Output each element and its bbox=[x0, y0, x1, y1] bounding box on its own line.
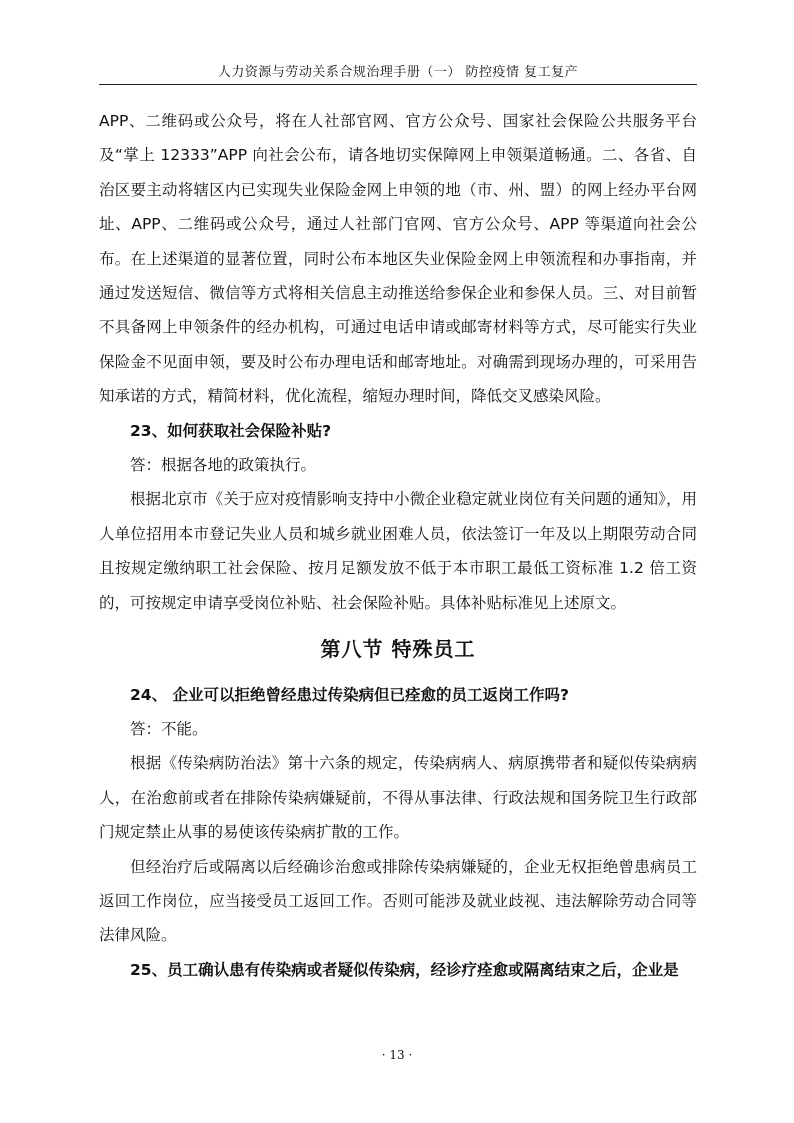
question-heading: 25、员工确认患有传染病或者疑似传染病，经诊疗痊愈或隔离结束之后，企业是 bbox=[130, 960, 679, 979]
question-heading: 23、如何获取社会保险补贴? bbox=[130, 421, 332, 440]
header-divider bbox=[99, 84, 697, 85]
running-header: 人力资源与劳动关系合规治理手册（一） 防控疫情 复工复产 bbox=[217, 65, 579, 80]
page-body bbox=[99, 104, 697, 987]
body-paragraph: 根据北京市《关于应对疫情影响支持中小微企业稳定就业岗位有关问题的通知》，用人单位招用本市登记失业人员和城乡就业困难人员，依法签订一年及以上期限劳动合同且按规定缴纳职工社会保险、按月足额发放不低于本市职工最低工资标准 1.2 倍工资的，可按规定申请享受岗位补贴、社会保险补贴。具体补贴标准见上述原文。 bbox=[99, 490, 697, 612]
body-paragraph: 但经治疗后或隔离以后经确诊治愈或排除传染病嫌疑的，企业无权拒绝曾患病员工返回工作岗位，应当接受员工返回工作。否则可能涉及就业歧视、违法解除劳动合同等法律风险。 bbox=[99, 857, 697, 945]
answer-line: 答：不能。 bbox=[130, 719, 208, 738]
question-heading: 24、 企业可以拒绝曾经患过传染病但已痊愈的员工返岗工作吗? bbox=[130, 685, 569, 704]
answer-line: 答：根据各地的政策执行。 bbox=[130, 456, 317, 475]
page-number: · 13 · bbox=[381, 1048, 413, 1062]
body-paragraph: APP、二维码或公众号，将在人社部官网、官方公众号、国家社会保险公共服务平台及“掌上 12333”APP 向社会公布，请各地切实保障网上申领渠道畅通。二、各省、自治区要主动将辖区内已实现失业保险金网上申领的地（市、州、盟）的网上经办平台网址、APP、二维码或公众号，通过人社部门官网、官方公众号、APP 等渠道向社会公布。在上述渠道的显著位置，同时公布本地区失业保险金网上申领流程和办事指南，并通过发送短信、微信等方式将相关信息主动推送给参保企业和参保人员。三、对目前暂不具备网上申领条件的经办机构，可通过电话申请或邮寄材料等方式，尽可能实行失业保险金不见面申领，要及时公布办理电话和邮寄地址。对确需到现场办理的，可采用告知承诺的方式，精简材料，优化流程，缩短办理时间，降低交叉感染风险。 bbox=[99, 112, 697, 406]
body-paragraph: 根据《传染病防治法》第十六条的规定，传染病病人、病原携带者和疑似传染病病人，在治愈前或者在排除传染病嫌疑前，不得从事法律、行政法规和国务院卫生行政部门规定禁止从事的易使该传染病扩散的工作。 bbox=[99, 754, 697, 842]
section-title: 第八节 特殊员工 bbox=[320, 637, 476, 662]
